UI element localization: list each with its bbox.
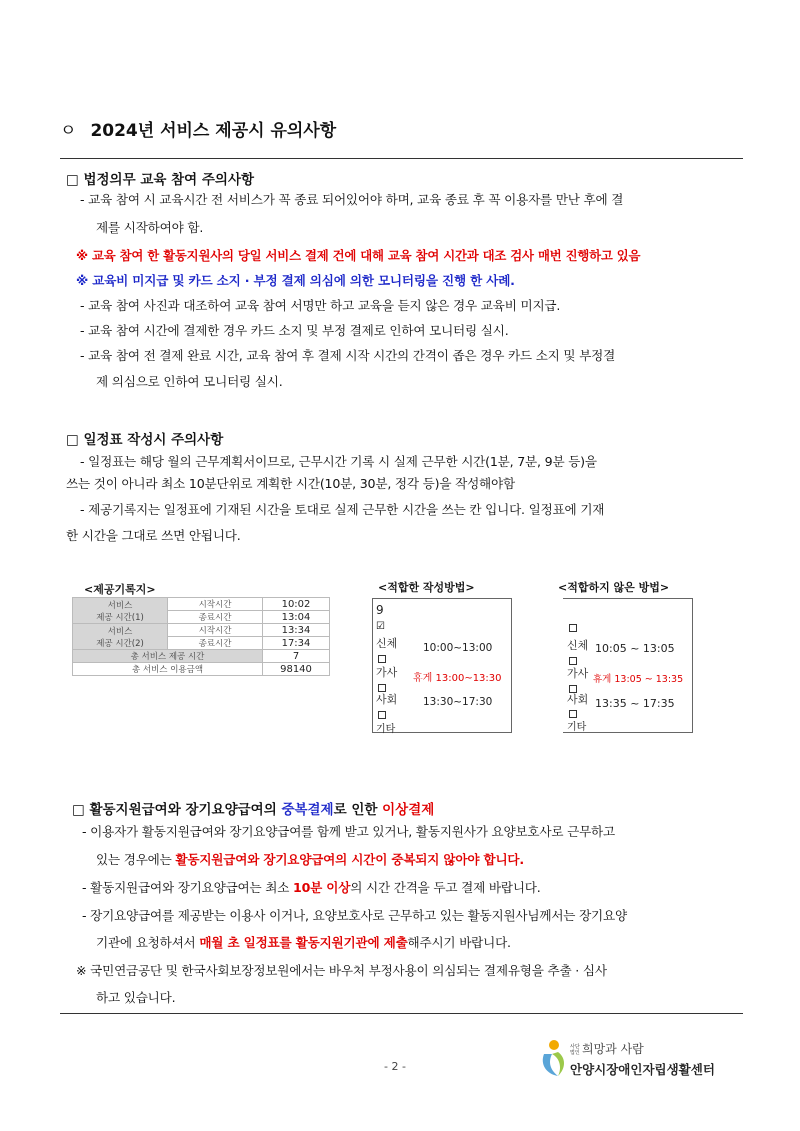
bad-time2: 휴게 13:05 ~ 13:35 (593, 674, 684, 685)
logo-tiny-text: 사단 법인 (570, 1044, 580, 1056)
record-end-label: 종료시간 (168, 611, 263, 624)
section3-line4: - 장기요양급여를 제공받는 이용사 이거나, 요양보호사로 근무하고 있는 활동지원사님께서는 장기요양 (82, 908, 627, 923)
good-time1: 10:00~13:00 (423, 642, 493, 654)
section3-line5: 기관에 요청하셔서 매월 초 일정표를 활동지원기관에 제출해주시기 바랍니다. (96, 935, 511, 950)
good-row3-label: 사회 (376, 693, 398, 706)
record-total-amount: 98140 (263, 663, 330, 676)
bad-row4-label: 기타 (567, 722, 587, 733)
title-bullet: ㅇ (60, 121, 77, 141)
record-value: 17:34 (263, 637, 330, 650)
bad-time1: 10:05 ~ 13:05 (595, 642, 675, 655)
good-row4-label: 기타 (376, 724, 396, 735)
checkbox-icon (569, 621, 577, 634)
section3-heading: □ 활동지원급여와 장기요양급여의 중복결제로 인한 이상결제 (72, 802, 435, 818)
good-time2: 휴게 13:00~13:30 (413, 673, 502, 684)
record-svc2: 서비스 제공 시간(2) (73, 624, 168, 650)
record-table (72, 597, 330, 676)
good-time3: 13:30~17:30 (423, 696, 493, 708)
bottom-rule (60, 1013, 743, 1014)
record-total-amount-label: 총 서비스 이용금액 (73, 663, 263, 676)
section1-item1: - 교육 참여 사진과 대조하여 교육 참여 서명만 하고 교육을 듣지 않은 경우 교육비 미지급. (80, 298, 561, 313)
section2-line2a: - 제공기록지는 일정표에 기재된 시간을 토대로 실제 근무한 시간을 쓰는 칸 입니다. 일정표에 기재 (80, 502, 605, 517)
logo-slogan: 희망과 사람 (582, 1042, 644, 1056)
record-start-label: 시작시간 (168, 624, 263, 637)
org-logo (538, 1038, 743, 1078)
record-end-label: 종료시간 (168, 637, 263, 650)
record-total-time: 7 (263, 650, 330, 663)
bad-label: <적합하지 않은 방법> (558, 581, 670, 594)
record-label: <제공기록지> (84, 583, 156, 596)
bad-schedule (563, 598, 693, 733)
record-value: 13:34 (263, 624, 330, 637)
section2-line2b: 한 시간을 그대로 쓰면 안됩니다. (66, 528, 241, 543)
section1-line1a: - 교육 참여 시 교육시간 전 서비스가 꼭 종료 되어있어야 하며, 교육 종료 후 꼭 이용자를 만난 후에 결 (80, 192, 624, 207)
section2-line1b: 쓰는 것이 아니라 최소 10분단위로 계획한 시간(10분, 30분, 정각 등)을 작성해야함 (66, 476, 515, 491)
record-value: 10:02 (263, 598, 330, 611)
section3-line1: - 이용자가 활동지원급여와 장기요양급여를 함께 받고 있거나, 활동지원사가 요양보호사로 근무하고 (82, 824, 615, 839)
section2-line1a: - 일정표는 해당 월의 근무계획서이므로, 근무시간 기록 시 실제 근무한 시간(1분, 7분, 9분 등)을 (80, 454, 597, 469)
good-day: 9 (376, 603, 384, 617)
bad-time3: 13:35 ~ 17:35 (595, 697, 675, 710)
section1-item3a: - 교육 참여 전 결제 완료 시간, 교육 참여 후 결제 시작 시간의 간격이 좁은 경우 카드 소지 및 부정결 (80, 348, 616, 363)
page-title (60, 116, 336, 141)
section3-line2: 있는 경우에는 활동지원급여와 장기요양급여의 시간이 중복되지 않아야 합니다. (96, 852, 524, 867)
bad-row1-label: 신체 (567, 639, 589, 652)
section2-heading: □ 일정표 작성시 주의사항 (66, 432, 224, 448)
logo-mark-icon (538, 1038, 568, 1078)
section1-item2: - 교육 참여 시간에 결제한 경우 카드 소지 및 부정 결제로 인하여 모니터링 실시. (80, 323, 509, 338)
bad-row3-label: 사회 (567, 693, 589, 706)
section3-note2: 하고 있습니다. (96, 990, 176, 1005)
section1-item3b: 제 의심으로 인하여 모니터링 실시. (96, 374, 283, 389)
good-row2-label: 가사 (376, 666, 398, 679)
title-text: 2024년 서비스 제공시 유의사항 (90, 121, 337, 141)
good-schedule (372, 598, 512, 733)
checkbox-checked-icon: ☑ (376, 621, 385, 632)
org-name: 안양시장애인자립생활센터 (570, 1062, 715, 1077)
record-value: 13:04 (263, 611, 330, 624)
section3-note1: ※ 국민연금공단 및 한국사회보장정보원에서는 바우처 부정사용이 의심되는 결제유형을 추출 · 심사 (76, 963, 607, 978)
section1-line1b: 제를 시작하여야 함. (96, 220, 204, 235)
section1-warning2: ※ 교육비 미지급 및 카드 소지 · 부정 결제 의심에 의한 모니터링을 진행 한 사례. (76, 273, 515, 288)
record-start-label: 시작시간 (168, 598, 263, 611)
section3-line3: - 활동지원급여와 장기요양급여는 최소 10분 이상의 시간 간격을 두고 결제 바랍니다. (82, 880, 541, 895)
page-number: - 2 - (384, 1060, 406, 1073)
section1-heading: □ 법정의무 교육 참여 주의사항 (66, 172, 255, 188)
bad-row2-label: 가사 (567, 667, 589, 680)
good-row1-label: 신체 (376, 637, 398, 650)
record-svc1: 서비스 제공 시간(1) (73, 598, 168, 624)
title-rule (60, 158, 743, 159)
good-label: <적합한 작성방법> (378, 581, 475, 594)
record-total-time-label: 총 서비스 제공 시간 (73, 650, 263, 663)
section1-warning1: ※ 교육 참여 한 활동지원사의 당일 서비스 결제 건에 대해 교육 참여 시간과 대조 검사 매번 진행하고 있음 (76, 248, 641, 263)
